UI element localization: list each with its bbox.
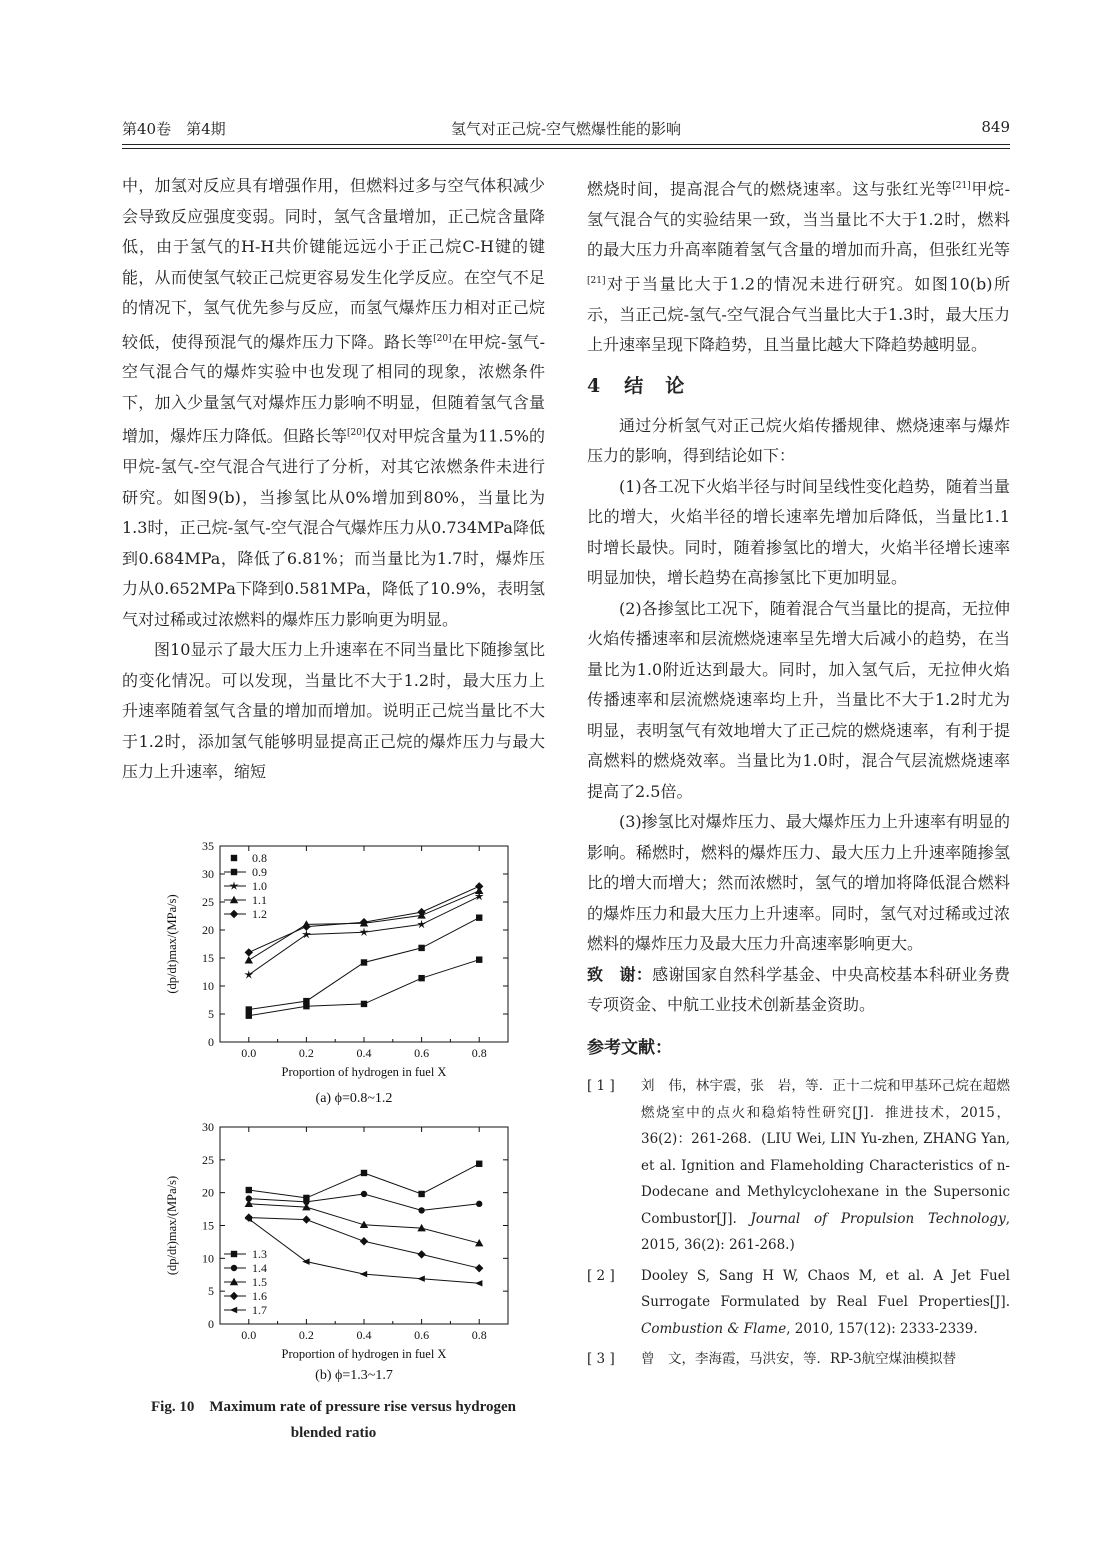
- data-point: [360, 1237, 368, 1245]
- legend-label: 1.2: [252, 907, 267, 921]
- paragraph: 中，加氢对反应具有增强作用，但燃料过多与空气体积减少会导致反应强度变弱。同时，氢气含量增加，正己烷含量降低，由于氢气的H-H共价键能远远小于正己烷C-H键的键能，从而使氢气较正己烷更容易发生化学反应。在空气不足的情况下，氢气优先参与反应，而氢气爆炸压力相对正己烷较低，使得预混气的爆炸压力下降。路长等[20]在甲烷-氢气-空气混合气的爆炸实验中也发现了相同的现象，浓燃条件下，加入少量氢气对爆炸压力影响不明显，但随着氢气含量增加，爆炸压力降低。但路长等[20]仅对甲烷含量为11.5%的甲烷-氢气-空气混合气进行了分析，对其它浓燃条件未进行研究。如图9(b)，当掺氢比从0%增加到80%，当量比为1.3时，正己烷-氢气-空气混合气爆炸压力从0.734MPa降低到0.684MPa，降低了6.81%；而当量比为1.7时，爆炸压力从0.652MPa下降到0.581MPa，降低了10.9%，表明氢气对过稀或过浓燃料的爆炸压力影响更为明显。: [122, 176, 545, 629]
- left-column: [122, 171, 545, 788]
- x-tick-label: 0.0: [241, 1046, 257, 1060]
- paragraph: (1)各工况下火焰半径与时间呈线性变化趋势，随着当量比的增大，火焰半径的增长速率先增加后降低，当量比1.1时增长最快。同时，随着掺氢比的增大，火焰半径增长速率明显加快，增长趋势在高掺氢比下更加明显。: [587, 476, 1010, 588]
- x-tick-label: 0.2: [298, 1046, 314, 1060]
- data-point: [246, 1006, 252, 1012]
- ref-number: [ 2 ]: [587, 1267, 615, 1284]
- data-point: [244, 970, 253, 979]
- data-point: [475, 1264, 483, 1272]
- panel-subtitle: (b) ϕ=1.3~1.7: [315, 1368, 393, 1383]
- running-title: 氢气对正己烷-空气燃爆性能的影响: [450, 120, 682, 138]
- chart-panel-b: [165, 1120, 508, 1383]
- caption-line: blended ratio: [290, 1425, 377, 1441]
- legend-label: 1.5: [252, 1275, 267, 1289]
- data-point: [231, 855, 237, 861]
- data-point: [475, 882, 483, 890]
- data-point: [231, 869, 237, 875]
- ack-text: 感谢国家自然科学基金、中央高校基本科研业务费专项资金、中航工业技术创新基金资助。: [587, 964, 1010, 1015]
- data-point: [418, 1191, 424, 1197]
- y-tick-label: 5: [208, 1284, 214, 1299]
- y-tick-label: 5: [208, 1007, 214, 1021]
- ref-text: 刘 伟，林宇震，张 岩，等．正十二烷和甲基环己烷在超燃燃烧室中的点火和稳焰特性研究[J]．推进技术，2015，36(2)：261-268．(LIU Wei, LIN Yu-zhen, ZHANG Yan, et al. Ignition and Flameholding Characteristics of n-Dodecane and Methylcyclohexane in the Supersonic Combustor[J]. Journal of Propulsion Technology, 2015, 36(2): 261-268.): [641, 1078, 1010, 1254]
- right-column: [587, 171, 1010, 1377]
- data-point: [302, 922, 310, 930]
- data-point: [245, 948, 253, 956]
- reference-item: [587, 1073, 1010, 1259]
- y-tick-label: 10: [202, 1251, 214, 1266]
- y-tick-label: 15: [202, 1218, 214, 1233]
- y-tick-label: 25: [202, 895, 214, 909]
- data-point: [476, 956, 482, 962]
- section-title: 结论: [624, 374, 707, 397]
- citation: [21]: [952, 181, 971, 191]
- data-point: [361, 1170, 367, 1176]
- y-tick-label: 10: [202, 979, 214, 993]
- x-tick-label: 0.8: [471, 1046, 487, 1060]
- acknowledgement: [587, 960, 1010, 1021]
- y-tick-label: 15: [202, 951, 214, 965]
- legend: [224, 851, 267, 921]
- section-number: 4: [587, 374, 601, 397]
- data-point: [302, 1215, 310, 1223]
- data-point: [476, 914, 482, 920]
- data-point: [417, 1275, 424, 1281]
- paragraph: (2)各掺氢比工况下，随着混合气当量比的提高，无拉伸火焰传播速率和层流燃烧速率呈先增大后减小的趋势，在当量比为1.0附近达到最大。同时，加入氢气后，无拉伸火焰传播速率和层流燃烧速率均上升，当量比不大于1.2时尤为明显，表明氢气有效地增大了正己烷的燃烧速率，有利于提高燃料的燃烧效率。当量比为1.0时，混合气层流燃烧速率提高了2.5倍。: [587, 598, 1010, 801]
- data-point: [230, 910, 238, 918]
- data-point: [230, 1307, 237, 1313]
- data-point: [246, 1187, 252, 1193]
- data-point: [231, 1251, 237, 1257]
- x-tick-label: 0.4: [356, 1046, 372, 1060]
- data-point: [245, 956, 253, 963]
- legend-label: 0.8: [252, 851, 267, 865]
- y-tick-label: 30: [202, 867, 214, 881]
- figure-10: [122, 830, 545, 1450]
- legend-label: 1.6: [252, 1289, 267, 1303]
- citation: [20]: [347, 428, 366, 439]
- data-point: [231, 1265, 237, 1271]
- caption-line: Fig. 10 Maximum rate of pressure rise versus hydrogen: [151, 1399, 516, 1415]
- series-line: [249, 960, 479, 1016]
- panel-subtitle: (a) ϕ=0.8~1.2: [315, 1091, 393, 1106]
- reference-item: [587, 1263, 1010, 1343]
- chart-panel-a: [165, 839, 508, 1106]
- data-point: [246, 1012, 252, 1018]
- legend-label: 1.3: [252, 1247, 267, 1261]
- x-tick-label: 0.0: [241, 1328, 257, 1342]
- y-tick-label: 0: [208, 1035, 214, 1049]
- x-axis-label: Proportion of hydrogen in fuel X: [281, 1347, 447, 1361]
- y-axis-label: (dp/dt)max/(MPa/s): [165, 1175, 179, 1276]
- ack-label: 致 谢：: [587, 964, 653, 984]
- y-tick-label: 30: [202, 1120, 214, 1134]
- data-point: [361, 959, 367, 965]
- data-point: [476, 1161, 482, 1167]
- y-axis-label: (dp/dt)max/(MPa/s): [165, 894, 179, 994]
- data-point: [476, 1201, 482, 1207]
- data-point: [360, 1271, 367, 1277]
- y-tick-label: 20: [202, 923, 214, 937]
- volume-issue: 第40卷 第4期: [122, 120, 226, 138]
- legend-label: 1.0: [252, 879, 267, 893]
- legend-label: 1.7: [252, 1303, 267, 1317]
- x-tick-label: 0.6: [414, 1328, 430, 1342]
- y-tick-label: 25: [202, 1152, 214, 1167]
- section-heading: [587, 371, 1010, 401]
- page-number: 849: [981, 118, 1010, 136]
- paragraph: 燃烧时间，提高混合气的燃烧速率。这与张红光等[21]甲烷-氢气混合气的实验结果一致，当当量比不大于1.2时，燃料的最大压力升高率随着氢气含量的增加而升高，但张红光等[21]对于当量比大于1.2的情况未进行研究。如图10(b)所示，当正己烷-氢气-空气混合气当量比大于1.3时，最大压力上升速率呈现下降趋势，且当量比越大下降趋势越明显。: [587, 179, 1010, 355]
- y-tick-label: 20: [202, 1185, 214, 1200]
- ref-number: [ 1 ]: [587, 1078, 615, 1095]
- x-tick-label: 0.8: [471, 1328, 487, 1342]
- header-rule: [122, 144, 1010, 145]
- data-point: [361, 1001, 367, 1007]
- paragraph: 通过分析氢气对正己烷火焰传播规律、燃烧速率与爆炸压力的影响，得到结论如下：: [587, 415, 1010, 466]
- ref-text: Dooley S, Sang H W, Chaos M, et al. A Jet Fuel Surrogate Formulated by Real Fuel Properties[J]. Combustion & Flame, 2010, 157(12): 2333-2339.: [641, 1267, 1010, 1337]
- citation: [20]: [433, 333, 452, 344]
- data-point: [475, 1280, 482, 1286]
- data-point: [303, 998, 309, 1004]
- data-point: [361, 1191, 367, 1197]
- data-point: [417, 1250, 425, 1258]
- x-tick-label: 0.4: [356, 1328, 372, 1342]
- reference-item: [587, 1346, 1010, 1373]
- series-1-2: [245, 882, 484, 956]
- y-tick-label: 0: [208, 1317, 214, 1331]
- data-point: [245, 1200, 253, 1207]
- series-0-8: [246, 956, 483, 1018]
- citation: [21]: [587, 275, 606, 286]
- paragraph: 图10显示了最大压力上升速率在不同当量比下随掺氢比的变化情况。可以发现，当量比不大于1.2时，最大压力上升速率随着氢气含量的增加而增加。说明正己烷当量比不大于1.2时，添加氢气能够明显提高正己烷的爆炸压力与最大压力上升速率，缩短: [122, 640, 545, 782]
- data-point: [230, 1292, 238, 1300]
- legend-label: 1.4: [252, 1261, 267, 1275]
- y-tick-label: 35: [202, 839, 214, 853]
- legend-label: 1.1: [252, 893, 267, 907]
- data-point: [418, 945, 424, 951]
- x-axis-label: Proportion of hydrogen in fuel X: [281, 1065, 447, 1079]
- ref-text: 曾 文，李海霞，马洪安，等．RP-3航空煤油模拟替: [641, 1351, 957, 1368]
- legend-label: 0.9: [252, 865, 267, 879]
- header-rule-thin: [122, 148, 1010, 149]
- x-tick-label: 0.6: [414, 1046, 430, 1060]
- legend: [224, 1247, 267, 1317]
- data-point: [417, 908, 425, 916]
- data-point: [417, 920, 426, 929]
- figure-caption: [122, 1394, 545, 1446]
- data-point: [418, 975, 424, 981]
- references-heading: 参考文献：: [587, 1037, 672, 1058]
- running-header: [122, 118, 1010, 140]
- data-point: [418, 1207, 424, 1213]
- figure-10-svg: [122, 830, 545, 1390]
- paragraph: (3)掺氢比对爆炸压力、最大爆炸压力上升速率有明显的影响。稀燃时，燃料的爆炸压力、最大压力上升速率随掺氢比的增大而增大；然而浓燃时，氢气的增加将降低混合燃料的爆炸压力和最大压力上升速率。同时，氢气对过稀或过浓燃料的爆炸压力及最大压力升高速率影响更大。: [587, 812, 1010, 954]
- ref-number: [ 3 ]: [587, 1351, 615, 1368]
- x-tick-label: 0.2: [298, 1328, 314, 1342]
